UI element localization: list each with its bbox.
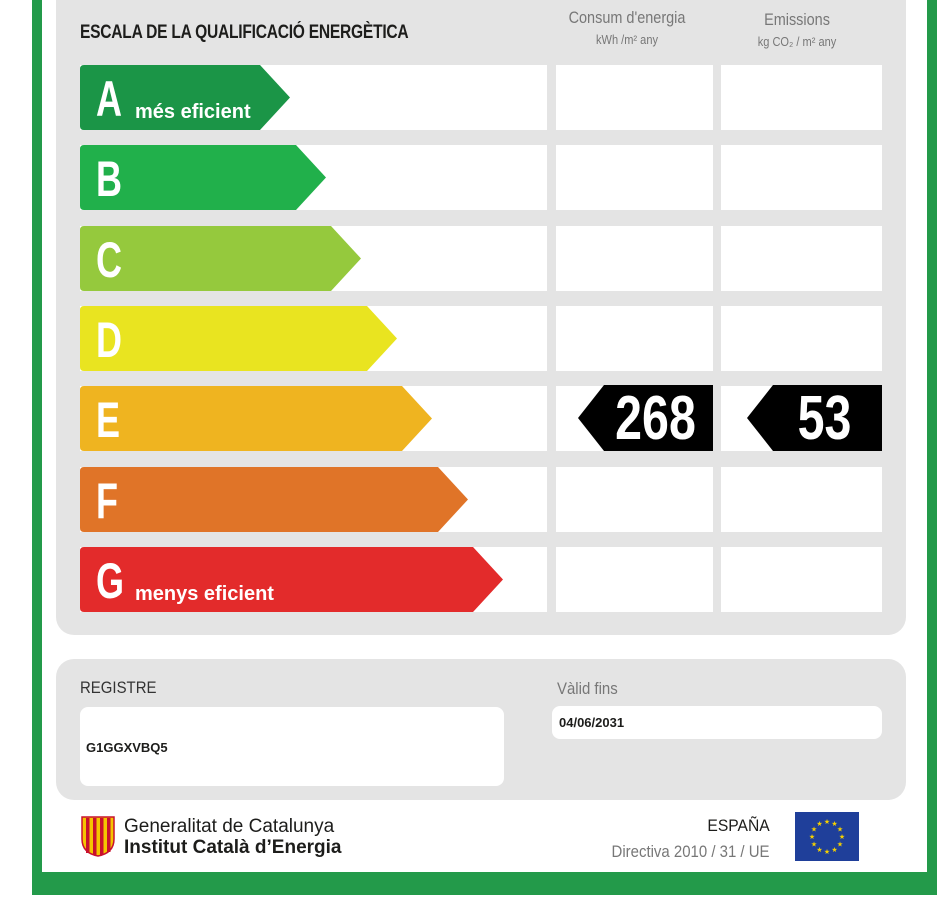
scale-letter: D: [96, 312, 122, 368]
scale-arrow-c: [80, 226, 363, 291]
emissions-cell: [721, 306, 882, 371]
scale-arrow-e: [80, 386, 434, 451]
consum-value: 268: [615, 384, 696, 453]
valid-value: 04/06/2031: [559, 715, 625, 730]
svg-text:★: ★: [836, 840, 844, 849]
emissions-cell: [721, 547, 882, 612]
emissions-value: 53: [797, 384, 852, 453]
svg-text:★: ★: [823, 848, 831, 856]
scale-letter: A: [96, 71, 122, 127]
consum-cell: [556, 226, 713, 291]
svg-text:★: ★: [816, 846, 823, 854]
emissions-cell: [721, 226, 882, 291]
consum-header: [568, 8, 687, 47]
svg-text:★: ★: [831, 846, 838, 854]
scale-title: ESCALA DE LA QUALIFICACIÓ ENERGÈTICA: [80, 22, 409, 43]
consum-label: Consum d'energia: [568, 8, 686, 27]
org-line2: Institut Català d’Energia: [124, 837, 342, 858]
org-line1: Generalitat de Catalunya: [124, 816, 335, 837]
emissions-unit: kg CO₂ / m² any: [757, 34, 837, 49]
emissions-cell: [721, 65, 882, 130]
svg-text:★: ★: [808, 833, 816, 841]
scale-letter: G: [96, 553, 125, 609]
consum-cell: [556, 65, 713, 130]
country-label: ESPAÑA: [707, 816, 770, 835]
registre-value: G1GGXVBQ5: [86, 740, 168, 755]
svg-text:★: ★: [816, 820, 823, 828]
consum-cell: [556, 547, 713, 612]
generalitat-logo-icon: [80, 815, 116, 862]
scale-letter: B: [96, 151, 122, 207]
consum-cell: [556, 145, 713, 210]
scale-arrow-d: [80, 306, 399, 371]
emissions-label: Emissions: [764, 10, 830, 29]
consum-unit: kWh /m² any: [595, 32, 659, 47]
scale-note: més eficient: [135, 101, 251, 123]
directive-label: Directiva 2010 / 31 / UE: [612, 842, 770, 861]
emissions-header: [738, 10, 857, 49]
consum-cell: [556, 306, 713, 371]
scale-note: menys eficient: [135, 583, 274, 605]
registre-label: REGISTRE: [80, 678, 157, 697]
valid-label: Vàlid fins: [557, 679, 618, 698]
svg-text:★: ★: [823, 818, 831, 826]
svg-text:★: ★: [831, 820, 838, 828]
consum-cell: [556, 467, 713, 532]
scale-letter: F: [96, 473, 118, 529]
scale-letter: C: [96, 232, 122, 288]
svg-text:★: ★: [836, 825, 844, 834]
eu-flag-icon: [795, 812, 859, 861]
scale-arrow-f: [80, 467, 470, 532]
svg-text:★: ★: [810, 825, 818, 834]
emissions-cell: [721, 467, 882, 532]
scale-letter: E: [96, 392, 121, 448]
emissions-cell: [721, 145, 882, 210]
svg-text:★: ★: [810, 840, 818, 849]
svg-text:★: ★: [838, 833, 846, 841]
